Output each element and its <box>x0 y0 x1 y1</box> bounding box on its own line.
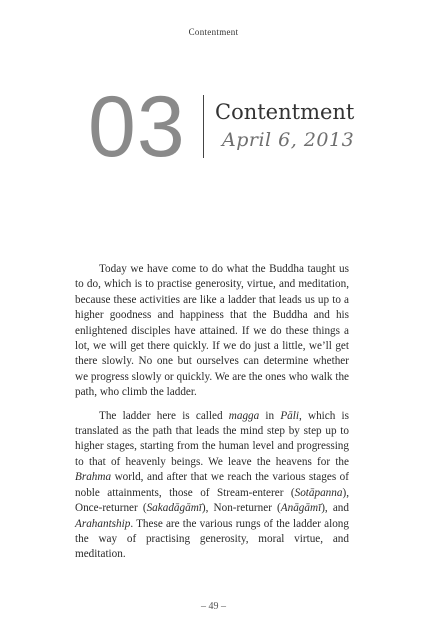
italic-term: Arahantship <box>75 517 131 530</box>
text-run: . These are the various rungs of the ladder along the way of practising generosity, moral virtue, and meditation. <box>75 517 349 561</box>
text-run: ), and <box>321 502 349 515</box>
paragraph <box>75 409 349 563</box>
text-run: The ladder here is called <box>99 409 229 422</box>
text-run: ), Non-returner ( <box>201 502 281 515</box>
text-run: in <box>259 409 281 422</box>
italic-term: Sotāpanna <box>294 486 343 499</box>
chapter-divider <box>203 95 204 158</box>
chapter-title: Contentment <box>215 100 355 124</box>
running-head: Contentment <box>188 27 239 37</box>
italic-term: magga <box>228 409 260 422</box>
page-number: – 49 – <box>201 601 226 612</box>
text-run: ), Once-returner ( <box>75 486 349 515</box>
italic-term: Brahma <box>75 471 112 484</box>
body-text <box>75 262 349 571</box>
paragraph <box>75 262 349 401</box>
italic-term: Sakadāgāmī <box>146 502 202 515</box>
chapter-number: 03 <box>88 79 186 175</box>
italic-term: Anāgāmī <box>280 502 322 515</box>
text-run: world, and after that we reach the various stages of noble attainments, those of Stream-enterer ( <box>75 471 349 499</box>
text-run: Today we have come to do what the Buddha taught us to do, which is to practise generosity, virtue, and meditation, because these activities are like a ladder that leads us up to a higher goodness and happiness that the Buddha and his enlightened disciples have attained. If we do these things a lot, we will get there quickly. If we do just a little, we’ll get there slowly. No one but ourselves can determine whether we progress slowly or quickly. We are the ones who walk the path, who climb the ladder. <box>75 263 349 399</box>
italic-term: Pāli <box>280 409 299 422</box>
chapter-date: April 6, 2013 <box>222 129 355 151</box>
text-run: , which is translated as the path that leads the mind step by step up to higher stages, starting from the human level and progressing to that of heavenly beings. We leave the heavens for the <box>75 409 349 468</box>
